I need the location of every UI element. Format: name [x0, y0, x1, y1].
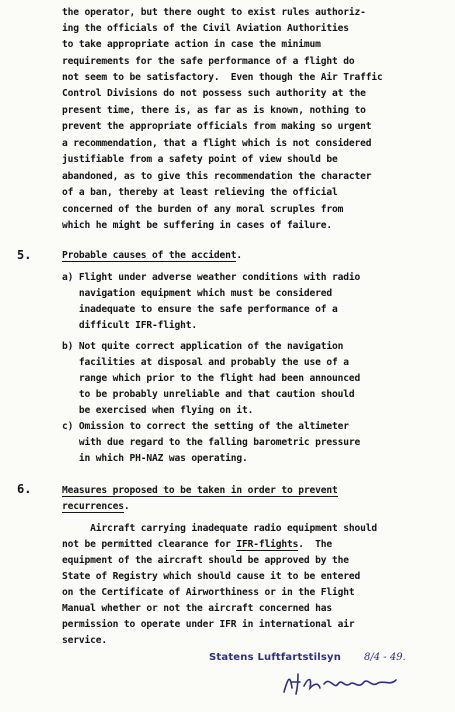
text-line: be exercised when flying on it.	[62, 405, 254, 416]
text-line: a) Flight under adverse weather conditions with radio	[62, 272, 361, 283]
text-line: prevent the appropriate officials from making so urgent	[62, 121, 372, 132]
text-line: Manual whether or not the aircraft concerned has	[62, 603, 333, 614]
text-line: in which PH-NAZ was operating.	[62, 453, 248, 464]
text-line: c) Omission to correct the setting of the altimeter	[62, 421, 349, 432]
text-line: ing the officials of the Civil Aviation Authorities	[62, 23, 349, 34]
text-line: concerned of the burden of any moral scruples from	[62, 204, 344, 215]
text-fragment: . The	[298, 539, 333, 550]
text-line: of a ban, thereby at least relieving the official	[62, 187, 338, 198]
text-line: which he might be suffering in cases of failure.	[62, 220, 333, 231]
underlined-term: IFR-flights	[236, 539, 299, 550]
section-heading	[62, 500, 130, 513]
section-heading-text: Measures proposed to be taken in order to prevent	[62, 485, 338, 496]
text-line: Aircraft carrying inadequate radio equipment should	[62, 523, 378, 534]
section-number: 5.	[17, 248, 32, 262]
handwritten-date: 8/4 - 49.	[364, 652, 406, 663]
text-line: not seem to be satisfactory. Even though the Air Traffic	[62, 72, 383, 83]
text-line: inadequate to ensure the safe performance of a	[62, 304, 338, 315]
text-line: with due regard to the falling barometric pressure	[62, 437, 361, 448]
text-line: facilities at disposal and probably the use of a	[62, 357, 349, 368]
text-line: justifiable from a safety point of view should be	[62, 154, 338, 165]
signature	[280, 668, 400, 698]
text-fragment: not be permitted clearance for	[62, 539, 237, 550]
text-line: navigation equipment which must be considered	[62, 288, 333, 299]
text-line: the operator, but there ought to exist rules authoriz-	[62, 7, 366, 18]
text-line: service.	[62, 635, 108, 646]
text-line: requirements for the safe performance of a flight do	[62, 56, 355, 67]
text-line: to be probably unreliable and that caution should	[62, 389, 355, 400]
text-line: present time, there is, as far as is known, nothing to	[62, 105, 366, 116]
agency-stamp: Statens Luftfartstilsyn	[209, 652, 342, 663]
section-heading	[62, 249, 242, 262]
text-line: to take appropriate action in case the minimum	[62, 39, 321, 50]
text-line: range which prior to the flight had been announced	[62, 373, 361, 384]
section-heading-text: Probable causes of the accident	[62, 250, 237, 261]
text-line: State of Registry which should cause it to be entered	[62, 571, 361, 582]
section-heading-period: .	[123, 501, 130, 512]
text-line: Control Divisions do not possess such authority at the	[62, 88, 366, 99]
text-line: abandoned, as to give this recommendation the character	[62, 171, 372, 182]
text-line: a recommendation, that a flight which is not considered	[62, 138, 372, 149]
section-heading	[62, 484, 338, 497]
section-heading-text: recurrences	[62, 501, 124, 512]
text-line: difficult IFR-flight.	[62, 320, 198, 331]
section-number: 6.	[17, 482, 32, 496]
text-line: equipment of the aircraft should be approved by the	[62, 555, 349, 566]
text-line: permission to operate under IFR in international air	[62, 619, 355, 630]
text-line: on the Certificate of Airworthiness or in the Flight	[62, 587, 355, 598]
text-line	[62, 538, 332, 551]
section-heading-period: .	[236, 250, 243, 261]
text-line: b) Not quite correct application of the navigation	[62, 341, 344, 352]
